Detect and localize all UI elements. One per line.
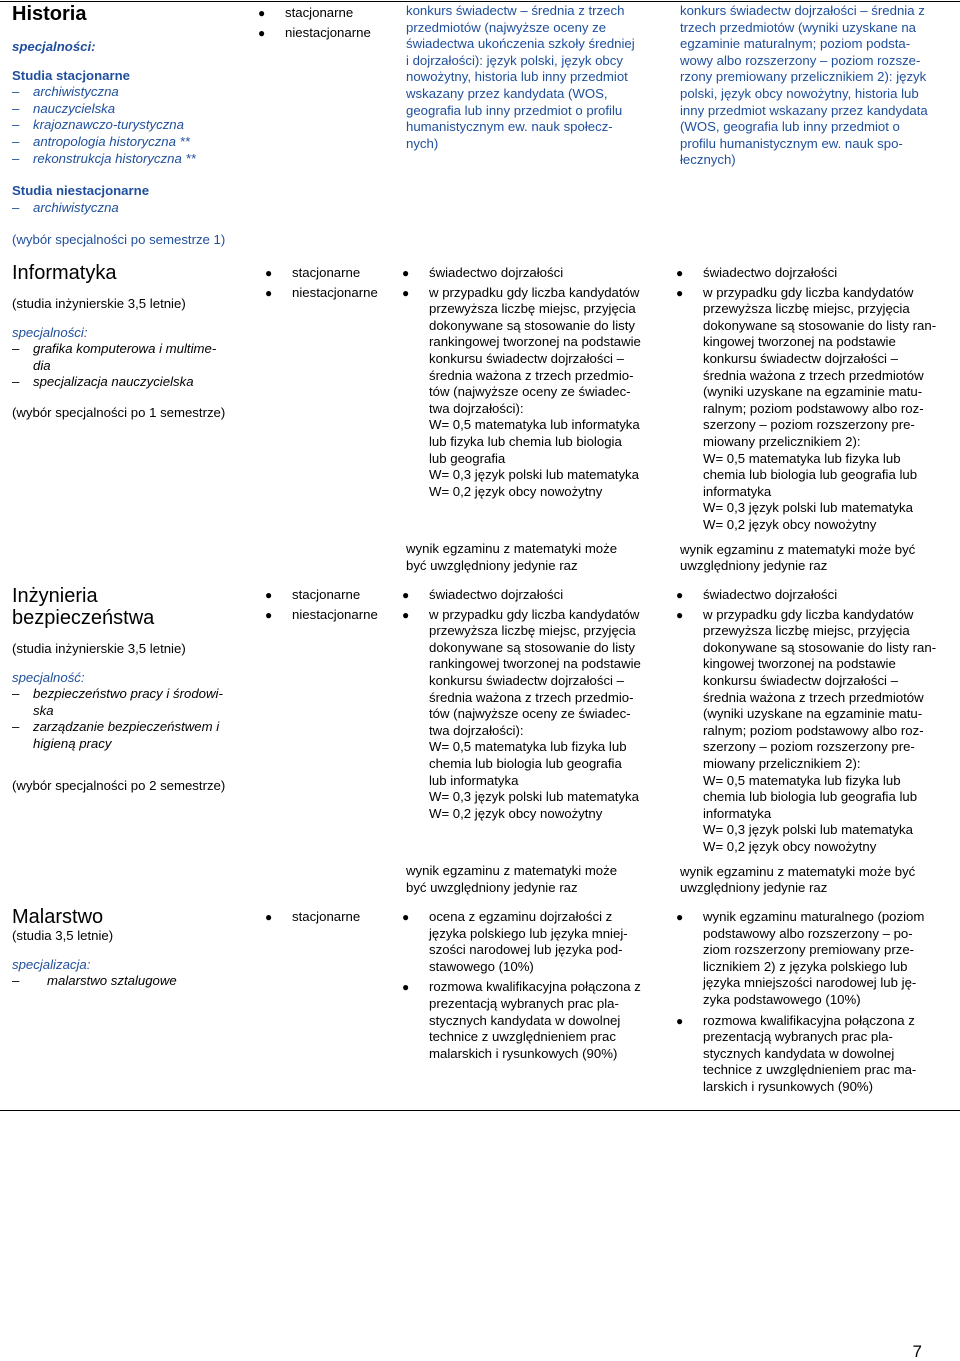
inzynieria-study-forms bbox=[265, 587, 378, 623]
text-line: polski, język obcy nowożytny, historia lub bbox=[680, 85, 919, 101]
text-line: W= 0,2 język obcy nowożytny bbox=[703, 516, 877, 532]
informatyka-column-4 bbox=[676, 265, 936, 575]
historia-column-4 bbox=[680, 3, 928, 169]
inzynieria-spec-2: – zarządzanie bezpieczeństwem i bbox=[12, 719, 225, 736]
text-line: W= 0,5 matematyka lub fizyka lub bbox=[429, 739, 627, 755]
malarstwo-subtitle: (studia 3,5 letnie) bbox=[12, 928, 114, 943]
text-line: ziom rozszerzony premiowany prze- bbox=[703, 942, 915, 958]
inzynieria-spec-label: specjalność: bbox=[12, 669, 85, 685]
inzynieria-spec-2-cont: higieną pracy bbox=[33, 735, 112, 751]
text-line: konkursu świadectw dojrzałości – bbox=[429, 672, 624, 688]
text-line: (wyniki uzyskane na egzaminie matu- bbox=[703, 706, 923, 722]
text-line: geografia lub inny przedmiot o profilu bbox=[406, 102, 623, 118]
informatyka-spec-2: – specjalizacja nauczycielska bbox=[12, 374, 225, 391]
historia-spec-1: – archiwistyczna bbox=[12, 84, 225, 101]
text-line: dokonywane są stosowanie do listy bbox=[429, 317, 635, 333]
text-line: W= 0,5 matematyka lub informatyka bbox=[429, 417, 640, 433]
study-form-full: ● stacjonarne bbox=[258, 5, 371, 22]
historia-stacj-label: Studia stacjonarne bbox=[12, 67, 130, 83]
text-line: W= 0,3 język polski lub matematyka bbox=[429, 467, 639, 483]
text-line: (WOS, geografia lub inny przedmiot o bbox=[680, 119, 900, 135]
text-line: stycznych kandydata w dowolnej bbox=[703, 1045, 895, 1061]
text-line: technice z uwzględnieniem prac ma- bbox=[703, 1062, 917, 1078]
text-line: W= 0,3 język polski lub matematyka bbox=[703, 500, 913, 516]
text-line: chemia lub biologia lub geografia lub bbox=[703, 467, 918, 483]
historia-title: Historia bbox=[12, 3, 87, 25]
bullet-item: ● w przypadku gdy liczba kandydatów bbox=[676, 607, 936, 624]
malarstwo-column-3 bbox=[402, 909, 641, 1062]
text-line: konkurs świadectw dojrzałości – średnia z bbox=[680, 3, 925, 18]
text-line: dokonywane są stosowanie do listy ran- bbox=[703, 317, 937, 333]
study-form-full: ● stacjonarne bbox=[265, 587, 378, 604]
text-line: W= 0,5 matematyka lub fizyka lub bbox=[703, 772, 901, 788]
text-line: wynik egzaminu z matematyki może bbox=[406, 541, 618, 557]
historia-spec-4: – antropologia historyczna ** bbox=[12, 134, 225, 151]
text-line: lub informatyka bbox=[429, 772, 519, 788]
historia-spec-label: specjalności: bbox=[12, 39, 96, 54]
text-line: W= 0,5 matematyka lub fizyka lub bbox=[703, 450, 901, 466]
study-form-part: ● niestacjonarne bbox=[265, 285, 378, 302]
text-line: tów (najwyższe oceny ze świadec- bbox=[429, 384, 631, 400]
text-line: rankingowej tworzonej na podstawie bbox=[429, 334, 641, 350]
text-line: W= 0,3 język polski lub matematyka bbox=[429, 789, 639, 805]
text-line: humanistycznym ew. nauk społecz- bbox=[406, 119, 613, 135]
inzynieria-note: (wybór specjalności po 2 semestrze) bbox=[12, 777, 226, 793]
text-line: malarskich i rysunkowych (90%) bbox=[429, 1045, 618, 1061]
text-line: W= 0,2 język obcy nowożytny bbox=[429, 805, 603, 821]
text-line: W= 0,2 język obcy nowożytny bbox=[703, 838, 877, 854]
text-line: informatyka bbox=[703, 805, 772, 821]
text-line: średnia ważona z trzech przedmiotów bbox=[703, 367, 924, 383]
study-form-full: ● stacjonarne bbox=[265, 909, 360, 926]
text-line: stawowego (10%) bbox=[429, 958, 534, 974]
text-line: twa dojrzałości): bbox=[429, 722, 524, 738]
text-line: chemia lub biologia lub geografia bbox=[429, 755, 622, 771]
inzynieria-title-2: bezpieczeństwa bbox=[12, 607, 155, 629]
bullet-item: ● świadectwo dojrzałości bbox=[402, 265, 641, 282]
inzynieria-subtitle: (studia inżynierskie 3,5 letnie) bbox=[12, 641, 186, 656]
text-line: przedmiotów (najwyższe oceny ze bbox=[406, 19, 607, 35]
malarstwo-column-4 bbox=[676, 909, 924, 1096]
text-line: języka polskiego lub języka mniej- bbox=[429, 925, 628, 941]
text-line: rankingowej tworzonej na podstawie bbox=[429, 656, 641, 672]
text-line: być uwzględniony jedynie raz bbox=[406, 557, 578, 573]
informatyka-column-3 bbox=[402, 265, 641, 575]
historia-spec-5: – rekonstrukcja historyczna ** bbox=[12, 151, 225, 168]
text-line: przewyższa liczbę miejsc, przyjęcia bbox=[703, 623, 910, 639]
bullet-item: ● w przypadku gdy liczba kandydatów bbox=[402, 607, 641, 624]
text-line: kingowej tworzonej na podstawie bbox=[703, 656, 896, 672]
bullet-item: ● rozmowa kwalifikacyjna połączona z bbox=[676, 1013, 924, 1030]
text-line: ralnym; poziom podstawowy albo roz- bbox=[703, 400, 924, 416]
text-line: konkurs świadectw – średnia z trzech bbox=[406, 3, 625, 18]
text-line: wynik egzaminu z matematyki może być bbox=[680, 863, 916, 879]
informatyka-spec-1-cont: dia bbox=[33, 357, 51, 373]
text-line: trzech przedmiotów (wyniki uzyskane na bbox=[680, 19, 917, 35]
text-line: twa dojrzałości): bbox=[429, 400, 524, 416]
text-line: profilu humanistycznym ew. nauk spo- bbox=[680, 135, 903, 151]
text-line: rzony premiowany przelicznikiem 2): język bbox=[680, 69, 927, 85]
bullet-item: ● świadectwo dojrzałości bbox=[676, 265, 936, 282]
text-line: nych) bbox=[406, 135, 439, 151]
text-line: przewyższa liczbę miejsc, przyjęcia bbox=[429, 301, 636, 317]
text-line: podstawowy albo rozszerzony – po- bbox=[703, 925, 913, 941]
bullet-item: ● w przypadku gdy liczba kandydatów bbox=[402, 285, 641, 302]
text-line: szerzony – poziom rozszerzony pre- bbox=[703, 739, 915, 755]
text-line: średnia ważona z trzech przedmiotów bbox=[703, 689, 924, 705]
text-line: dokonywane są stosowanie do listy ran- bbox=[703, 639, 937, 655]
historia-column-1 bbox=[12, 3, 225, 249]
bullet-item: ● ocena z egzaminu dojrzałości z bbox=[402, 909, 641, 926]
text-line: W= 0,3 język polski lub matematyka bbox=[703, 822, 913, 838]
text-line: i dojrzałości): język polski, język obcy bbox=[406, 52, 623, 68]
text-line: nowożytny, historia lub inny przedmiot bbox=[406, 69, 628, 85]
text-line: uwzględniony jedynie raz bbox=[680, 558, 828, 574]
text-line: przewyższa liczbę miejsc, przyjęcia bbox=[703, 301, 910, 317]
text-line: dokonywane są stosowanie do listy bbox=[429, 639, 635, 655]
inzynieria-spec-1-cont: ska bbox=[33, 702, 54, 718]
text-line: szerzony – poziom rozszerzony pre- bbox=[703, 417, 915, 433]
informatyka-spec-label: specjalności: bbox=[12, 324, 88, 340]
text-line: prezentacją wybranych prac pla- bbox=[703, 1029, 893, 1045]
text-line: średnia ważona z trzech przedmio- bbox=[429, 689, 634, 705]
text-line: szości narodowej lub języka pod- bbox=[429, 942, 623, 958]
text-line: licznikiem 2) z języka polskiego lub bbox=[703, 958, 908, 974]
text-line: W= 0,2 język obcy nowożytny bbox=[429, 483, 603, 499]
inzynieria-spec-1: – bezpieczeństwo pracy i środowi- bbox=[12, 686, 225, 703]
inzynieria-title-1: Inżynieria bbox=[12, 585, 98, 607]
historia-note: (wybór specjalności po semestrze 1) bbox=[12, 232, 226, 248]
study-form-part: ● niestacjonarne bbox=[258, 25, 371, 42]
bullet-item: ● w przypadku gdy liczba kandydatów bbox=[676, 285, 936, 302]
historia-spec-2: – nauczycielska bbox=[12, 101, 225, 118]
informatyka-column-1 bbox=[12, 262, 225, 422]
text-line: wynik egzaminu z matematyki może bbox=[406, 863, 618, 879]
text-line: konkursu świadectw dojrzałości – bbox=[429, 350, 624, 366]
text-line: egzaminie maturalnym; poziom podsta- bbox=[680, 36, 911, 52]
text-line: konkursu świadectw dojrzałości – bbox=[703, 350, 898, 366]
text-line: chemia lub biologia lub geografia lub bbox=[703, 789, 918, 805]
study-form-part: ● niestacjonarne bbox=[265, 607, 378, 624]
text-line: prezentacją wybranych prac pla- bbox=[429, 995, 619, 1011]
text-line: konkursu świadectw dojrzałości – bbox=[703, 672, 898, 688]
informatyka-title: Informatyka bbox=[12, 262, 117, 284]
malarstwo-title: Malarstwo bbox=[12, 906, 104, 928]
bullet-item: ● świadectwo dojrzałości bbox=[402, 587, 641, 604]
malarstwo-spec-1: – malarstwo sztalugowe bbox=[12, 973, 177, 990]
inzynieria-column-1 bbox=[12, 585, 225, 794]
malarstwo-study-forms bbox=[265, 909, 360, 926]
text-line: łecznych) bbox=[680, 152, 736, 168]
informatyka-study-forms bbox=[265, 265, 378, 301]
text-line: świadectwa ukończenia szkoły średniej bbox=[406, 36, 635, 52]
text-line: stycznych kandydata w dowolnej bbox=[429, 1012, 621, 1028]
inzynieria-column-3 bbox=[402, 587, 641, 897]
table-top-border bbox=[0, 1, 960, 2]
text-line: języka mniejszości narodowej lub ję- bbox=[703, 975, 917, 991]
text-line: miowany przelicznikiem 2): bbox=[703, 433, 861, 449]
historia-spec-3: – krajoznawczo-turystyczna bbox=[12, 117, 225, 134]
malarstwo-column-1 bbox=[12, 906, 177, 990]
text-line: uwzględniony jedynie raz bbox=[680, 880, 828, 896]
text-line: larskich i rysunkowych (90%) bbox=[703, 1078, 874, 1094]
text-line: średnia ważona z trzech przedmio- bbox=[429, 367, 634, 383]
inzynieria-column-4 bbox=[676, 587, 936, 897]
bullet-item: ● rozmowa kwalifikacyjna połączona z bbox=[402, 979, 641, 996]
historia-column-3 bbox=[406, 3, 635, 152]
historia-study-forms bbox=[258, 5, 371, 41]
text-line: ralnym; poziom podstawowy albo roz- bbox=[703, 722, 924, 738]
text-line: miowany przelicznikiem 2): bbox=[703, 755, 861, 771]
historia-niestacj-spec-1: – archiwistyczna bbox=[12, 200, 225, 217]
historia-niestacj-label: Studia niestacjonarne bbox=[12, 183, 150, 199]
text-line: wskazany przez kandydata (WOS, bbox=[406, 85, 608, 101]
text-line: lub fizyka lub chemia lub biologia bbox=[429, 433, 622, 449]
text-line: wynik egzaminu z matematyki może być bbox=[680, 541, 916, 557]
text-line: być uwzględniony jedynie raz bbox=[406, 879, 578, 895]
informatyka-note: (wybór specjalności po 1 semestrze) bbox=[12, 404, 226, 420]
informatyka-spec-1: – grafika komputerowa i multime- bbox=[12, 341, 225, 358]
text-line: technice z uwzględnieniem prac bbox=[429, 1029, 616, 1045]
page-number: 7 bbox=[912, 1342, 922, 1361]
text-line: (wyniki uzyskane na egzaminie matu- bbox=[703, 384, 923, 400]
text-line: informatyka bbox=[703, 483, 772, 499]
table-bottom-border bbox=[0, 1110, 960, 1111]
bullet-item: ● świadectwo dojrzałości bbox=[676, 587, 936, 604]
text-line: tów (najwyższe oceny ze świadec- bbox=[429, 706, 631, 722]
malarstwo-spec-label: specjalizacja: bbox=[12, 956, 91, 972]
informatyka-subtitle: (studia inżynierskie 3,5 letnie) bbox=[12, 296, 186, 311]
text-line: zyka podstawowego (10%) bbox=[703, 991, 861, 1007]
study-form-full: ● stacjonarne bbox=[265, 265, 378, 282]
text-line: lub geografia bbox=[429, 450, 506, 466]
text-line: przewyższa liczbę miejsc, przyjęcia bbox=[429, 623, 636, 639]
text-line: wowy albo rozszerzony – poziom rozsze- bbox=[680, 52, 921, 68]
text-line: inny przedmiot wskazany przez kandydata bbox=[680, 102, 928, 118]
text-line: kingowej tworzonej na podstawie bbox=[703, 334, 896, 350]
bullet-item: ● wynik egzaminu maturalnego (poziom bbox=[676, 909, 924, 926]
